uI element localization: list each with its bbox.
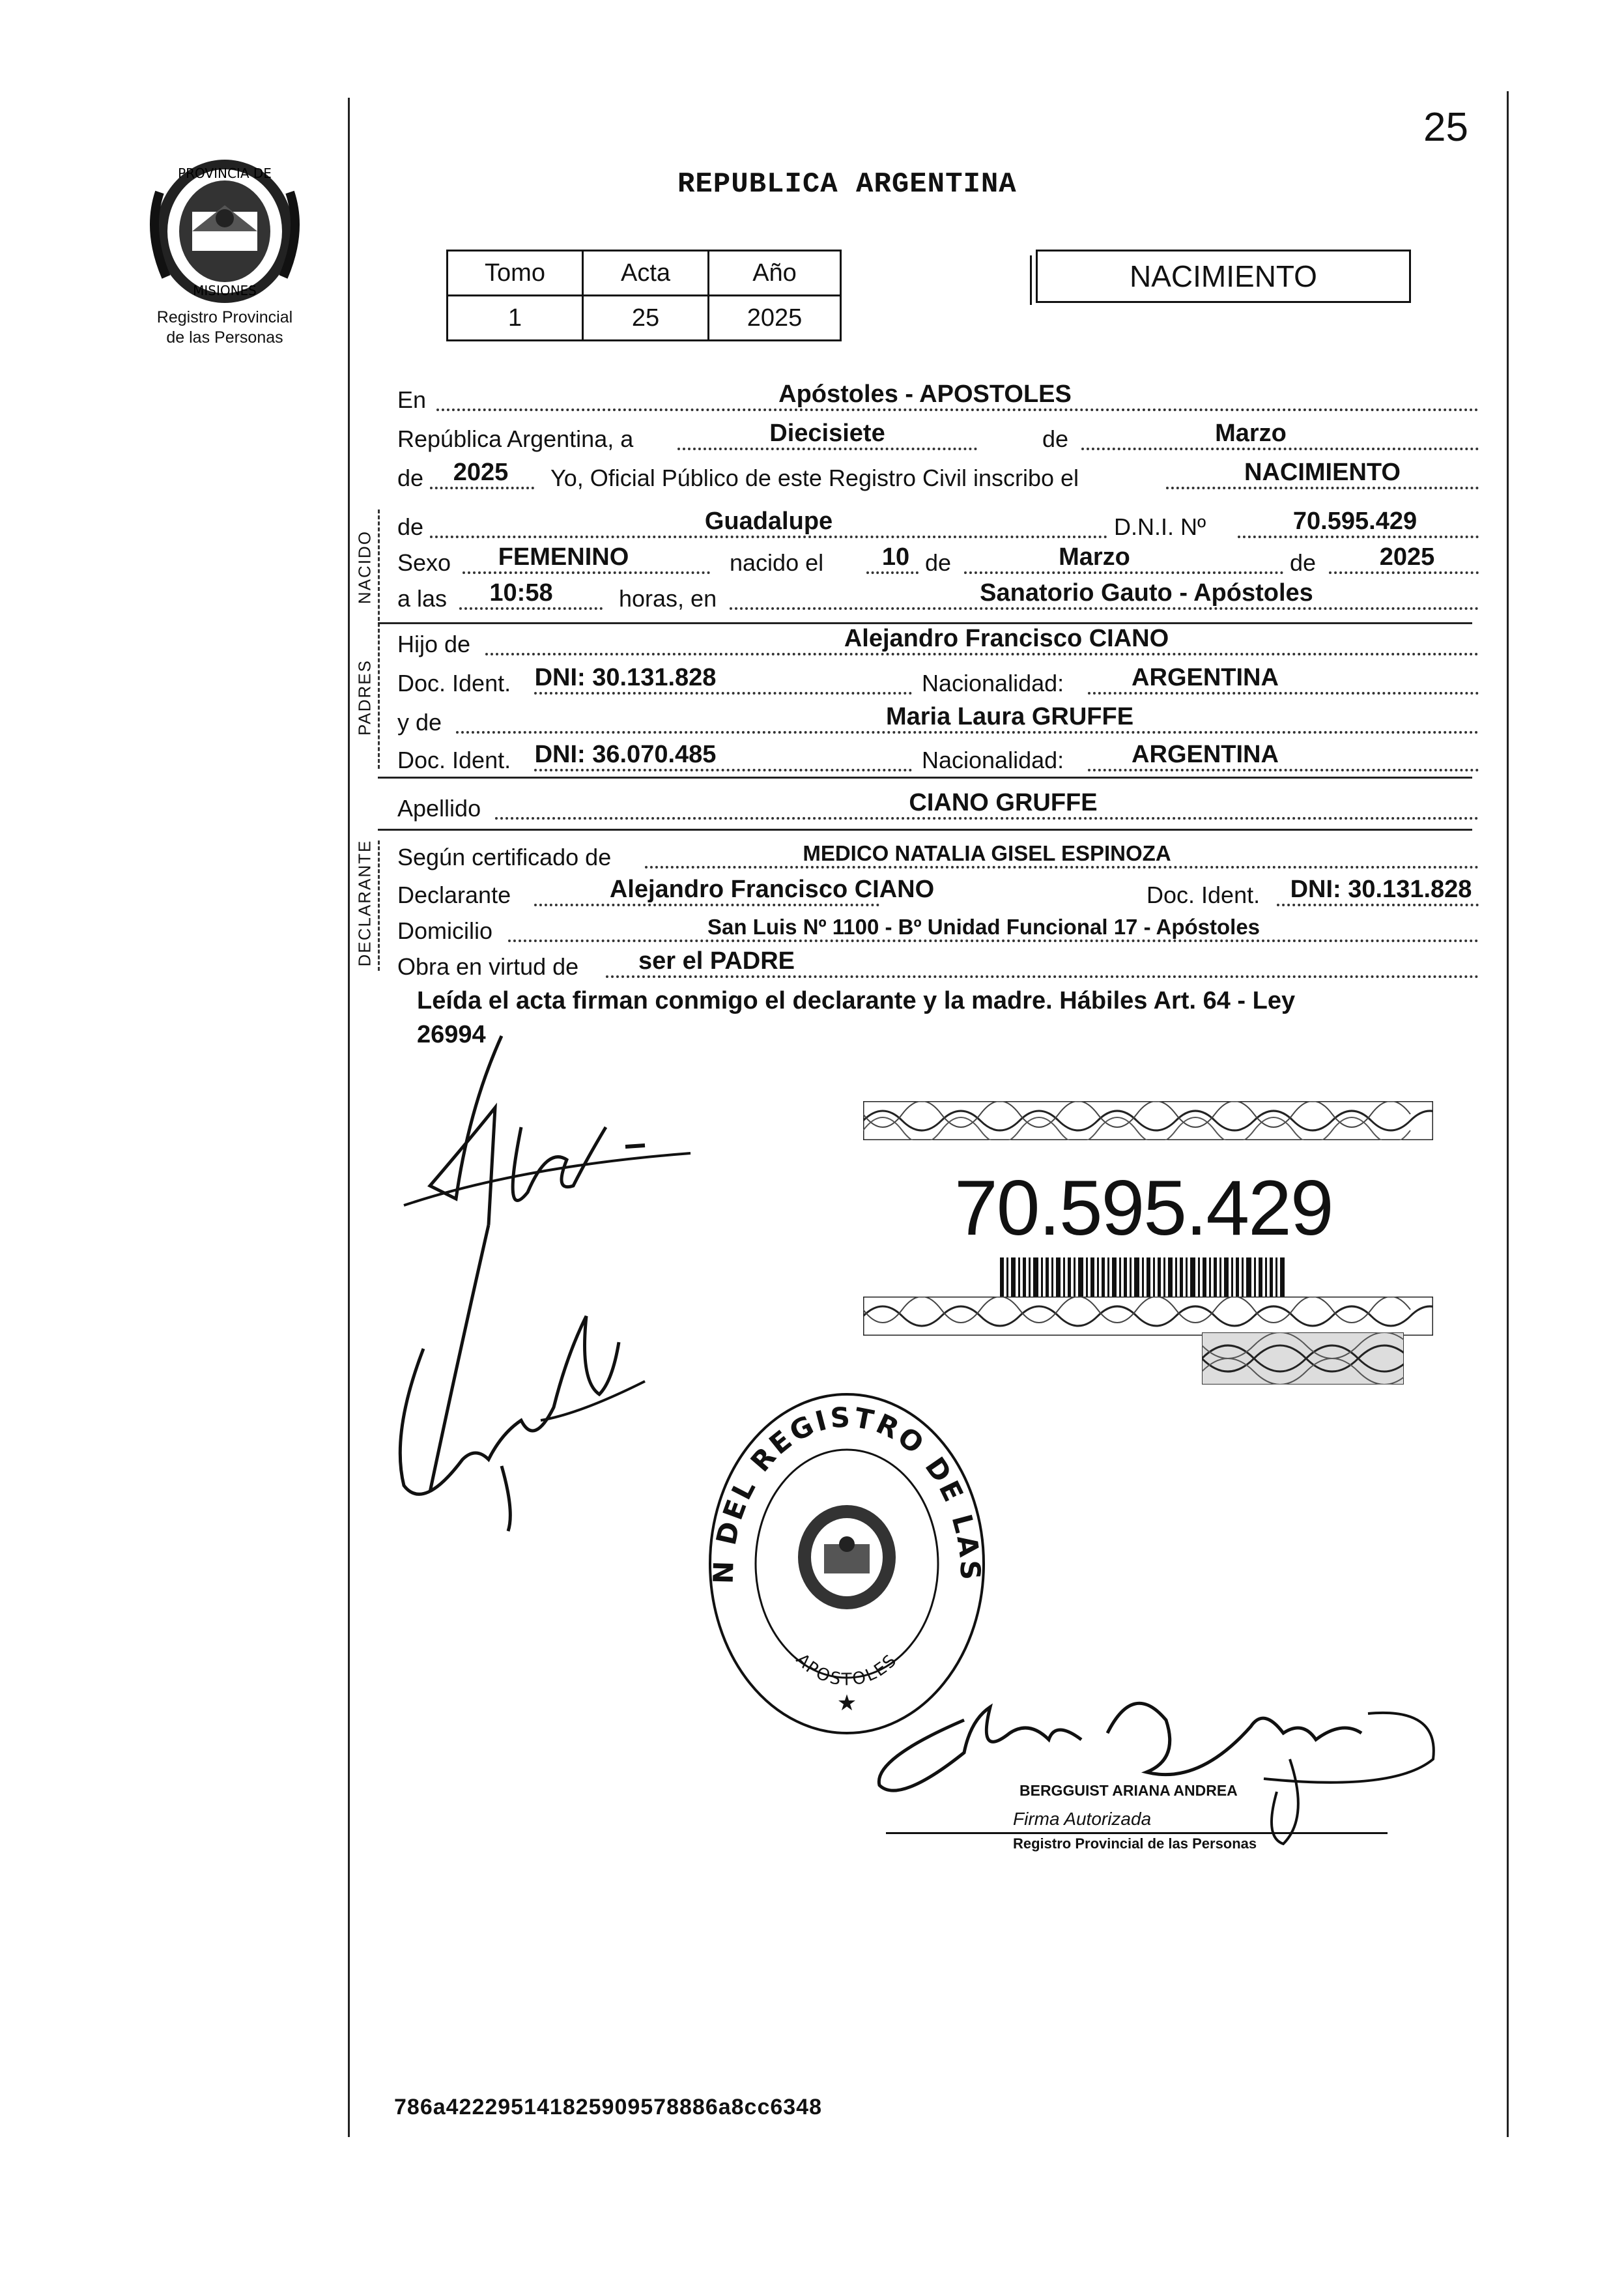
dotted-line [1088,692,1479,695]
en-label: En [397,386,427,413]
dotted-line [456,731,1479,734]
en-value: Apóstoles - APOSTOLES [778,380,1072,408]
dotted-line [485,653,1479,655]
doc-ident-label: Doc. Ident. [397,670,511,696]
father-doc-value: DNI: 30.131.828 [534,664,717,691]
obra-label: Obra en virtud de [397,953,579,980]
section-separator [378,622,1472,624]
mother-name-value: Maria Laura GRUFFE [885,703,1134,730]
declarante-label: Declarante [397,882,511,908]
doc-ident-label: Doc. Ident. [1147,882,1261,908]
nacido-el-label: nacido el [730,549,824,576]
row-declarante [397,876,1479,913]
row-sexo [397,544,1479,581]
official-role: Firma Autorizada [1013,1809,1152,1829]
dni-label: D.N.I. Nº [1114,513,1206,540]
dotted-line [606,975,1479,978]
a-las-label: a las [397,585,448,612]
father-name-value: Alejandro Francisco CIANO [844,625,1169,652]
official-organization: Registro Provincial de las Personas [1013,1835,1257,1852]
dotted-line [430,536,1107,538]
obra-value: ser el PADRE [638,947,795,975]
dotted-line [508,940,1479,942]
child-name-value: Guadalupe [704,508,833,535]
apellido-label: Apellido [397,795,481,822]
dotted-line [1329,571,1479,574]
row-nacido-name [397,508,1479,545]
official-signature-icon [860,1681,1446,1850]
child-dni-value: 70.595.429 [1292,508,1417,535]
right-margin-line [1507,91,1509,2137]
section-divider [378,840,380,971]
svg-text:★: ★ [836,1690,857,1716]
doc-ident-label: Doc. Ident. [397,747,511,773]
section-divider [378,510,380,627]
dotted-line [866,571,919,574]
sexo-label: Sexo [397,549,451,576]
declarante-doc-value: DNI: 30.131.828 [1290,876,1472,903]
province-crest-icon [147,153,303,306]
time-value: 10:58 [489,579,553,607]
declarante-section-label: DECLARANTE [354,839,375,967]
dotted-line [730,607,1479,610]
dotted-line [677,448,977,450]
table-header-ano: Año [709,251,841,296]
nacido-de-label: de [397,513,424,540]
nacionalidad-label: Nacionalidad: [922,670,1064,696]
nacido-section-label: NACIDO [354,530,375,605]
dotted-line [1238,536,1479,538]
dni-sticker [863,1101,1433,1385]
de-label: de [925,549,952,576]
mother-nationality-value: ARGENTINA [1132,741,1279,768]
table-value-ano: 2025 [709,296,841,341]
row-mother-doc [397,741,1479,778]
inscribo-value: NACIMIENTO [1244,459,1401,486]
guilloche-pattern-icon [863,1297,1433,1336]
row-y-de [397,704,1479,740]
security-pattern-icon [1202,1332,1404,1385]
organization-name: Registro Provincial de las Personas [156,308,293,347]
svg-text:DELEGACIÓN DEL REGISTRO DE LAS: N DEL REGISTRO DE LAS [707,1401,987,1585]
mother-doc-value: DNI: 36.070.485 [534,741,717,768]
nacionalidad-label: Nacionalidad: [922,747,1064,773]
row-republica [397,420,1479,457]
dotted-line [436,409,1479,411]
padres-section-label: PADRES [354,659,375,736]
signature-line [886,1832,1388,1834]
left-margin-line [348,98,350,2137]
dotted-line [1081,448,1479,450]
dotted-line [1088,769,1479,771]
hijo-de-label: Hijo de [397,631,471,657]
table-value-tomo: 1 [448,296,583,341]
register-table [446,250,842,341]
dotted-line [534,692,912,695]
record-type-box: NACIMIENTO [1036,250,1411,303]
de-label: de [1042,425,1069,452]
row-en [397,381,1479,418]
inscribo-label: Yo, Oficial Público de este Registro Civil inscribo el [550,465,1079,491]
seal-crest-icon [798,1505,896,1609]
y-de-label: y de [397,709,442,736]
guilloche-pattern-icon [863,1101,1433,1140]
horas-en-label: horas, en [619,585,717,612]
row-father-doc [397,665,1479,701]
dotted-line [964,571,1283,574]
dni-sticker-number: 70.595.429 [954,1164,1333,1252]
dotted-line [1166,487,1479,489]
row-certificado [397,839,1479,875]
year-value: 2025 [453,459,509,486]
domicilio-label: Domicilio [397,917,493,944]
section-separator [378,829,1472,831]
birth-month-value: Marzo [1059,543,1130,571]
dotted-line [534,904,879,906]
day-value: Diecisiete [769,420,885,447]
section-separator [378,777,1472,779]
dotted-line [1277,904,1479,906]
birth-day-value: 10 [881,543,910,571]
certificado-value: MEDICO NATALIA GISEL ESPINOZA [803,841,1171,865]
birth-place-value: Sanatorio Gauto - Apóstoles [980,579,1313,607]
svg-text:PROVINCIA DE: PROVINCIA DE [178,165,272,181]
document-hash: 786a422295141825909578886a8cc6348 [394,2095,823,2119]
row-inscribo [397,459,1479,496]
dotted-line [534,769,912,771]
mother-signature-icon [384,1303,658,1544]
dotted-line [463,571,710,574]
father-nationality-value: ARGENTINA [1132,664,1279,691]
dotted-line [645,866,1479,869]
declarante-value: Alejandro Francisco CIANO [609,876,935,903]
table-header-tomo: Tomo [448,251,583,296]
svg-text:APOSTOLES: APOSTOLES [791,1650,902,1690]
month-value: Marzo [1215,420,1287,447]
republica-label: República Argentina, a [397,425,634,452]
table-value-acta: 25 [583,296,709,341]
sexo-value: FEMENINO [498,543,629,571]
closing-statement: Leída el acta firman conmigo el declarante y la madre. Hábiles Art. 64 - Ley 26994 [417,987,1296,1048]
page-number: 25 [1423,105,1468,150]
official-name: BERGGUIST ARIANA ANDREA [1019,1782,1238,1799]
year-prefix-label: de [397,465,424,491]
dotted-line [430,487,534,489]
dotted-line [495,817,1479,820]
domicilio-value: San Luis Nº 1100 - Bº Unidad Funcional 17 - Apóstoles [707,915,1261,939]
de-label: de [1290,549,1317,576]
row-a-las [397,580,1479,616]
apellido-value: CIANO GRUFFE [909,789,1098,816]
country-title: REPUBLICA ARGENTINA [677,168,1017,201]
row-domicilio [397,912,1479,949]
section-divider [378,629,380,769]
table-header-acta: Acta [583,251,709,296]
row-apellido [397,790,1479,826]
row-hijo-de [397,625,1479,662]
row-obra [397,948,1479,984]
certificado-label: Según certificado de [397,844,612,870]
dotted-line [459,607,603,610]
birth-year-value: 2025 [1379,543,1435,571]
svg-text:MISIONES: MISIONES [193,283,257,298]
